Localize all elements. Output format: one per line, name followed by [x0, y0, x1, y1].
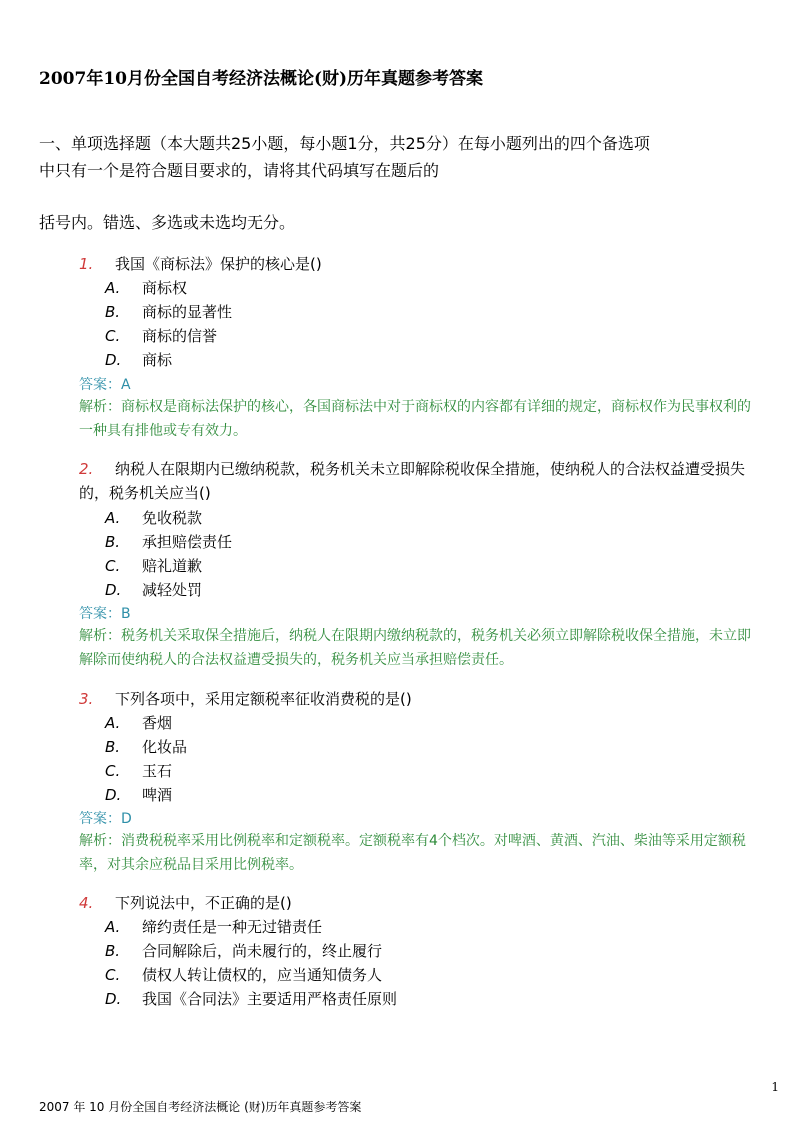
question-number: 4. — [79, 894, 94, 912]
document-title: 2007年10月份全国自考经济法概论(财)历年真题参考答案 — [39, 69, 484, 89]
option-b: B. 承担赔偿责任 — [105, 533, 233, 551]
page-number: 1 — [771, 1080, 779, 1094]
question-text: 纳税人在限期内已缴纳税款，税务机关未立即解除税收保全措施，使纳税人的合法权益遭受损失的，税务机关应当() — [79, 460, 746, 502]
question-text: 下列各项中，采用定额税率征收消费税的是() — [115, 690, 412, 708]
section-intro-line-3: 括号内。错选、多选或未选均无分。 — [39, 213, 296, 232]
explanation: 解析：税务机关采取保全措施后，纳税人在限期内缴纳税款的，税务机关必须立即解除税收保全措施，未立即解除而使纳税人的合法权益遭受损失的，税务机关应当承担赔偿责任。 — [79, 628, 751, 668]
question-number: 1. — [79, 255, 94, 273]
option-d: D. 商标 — [105, 351, 173, 369]
option-d: D. 减轻处罚 — [105, 581, 203, 599]
section-intro-line-1: 一、单项选择题（本大题共25小题，每小题1分，共25分）在每小题列出的四个备选项 — [39, 134, 650, 153]
option-b: B. 化妆品 — [105, 738, 188, 756]
question-text: 我国《商标法》保护的核心是() — [115, 255, 322, 273]
question-4 — [79, 891, 759, 915]
option-a: A. 商标权 — [105, 279, 188, 297]
option-a: A. 缔约责任是一种无过错责任 — [105, 918, 323, 936]
explanation: 解析：消费税税率采用比例税率和定额税率。定额税率有4个档次。对啤酒、黄酒、汽油、柴油等采用定额税率，对其余应税品目采用比例税率。 — [79, 833, 746, 873]
answer-label: 答案：D — [79, 811, 132, 827]
section-intro-line-2: 中只有一个是符合题目要求的，请将其代码填写在题后的 — [39, 161, 440, 180]
question-3 — [79, 687, 759, 711]
option-d: D. 啤酒 — [105, 786, 173, 804]
option-c: C. 商标的信誉 — [105, 327, 218, 345]
answer-label: 答案：A — [79, 377, 131, 393]
option-b: B. 合同解除后，尚未履行的，终止履行 — [105, 942, 383, 960]
question-2 — [79, 457, 759, 505]
option-d: D. 我国《合同法》主要适用严格责任原则 — [105, 990, 398, 1008]
question-1 — [79, 252, 759, 276]
option-c: C. 赔礼道歉 — [105, 557, 203, 575]
answer-label: 答案：B — [79, 606, 131, 622]
explanation: 解析：商标权是商标法保护的核心，各国商标法中对于商标权的内容都有详细的规定，商标权作为民事权利的一种具有排他或专有效力。 — [79, 399, 751, 439]
option-c: C. 玉石 — [105, 762, 173, 780]
question-number: 2. — [79, 460, 94, 478]
question-text: 下列说法中，不正确的是() — [115, 894, 292, 912]
option-b: B. 商标的显著性 — [105, 303, 233, 321]
page-footer: 2007 年 10 月份全国自考经济法概论 (财)历年真题参考答案 — [39, 1100, 362, 1114]
option-a: A. 免收税款 — [105, 509, 203, 527]
option-a: A. 香烟 — [105, 714, 173, 732]
question-number: 3. — [79, 690, 94, 708]
option-c: C. 债权人转让债权的，应当通知债务人 — [105, 966, 383, 984]
